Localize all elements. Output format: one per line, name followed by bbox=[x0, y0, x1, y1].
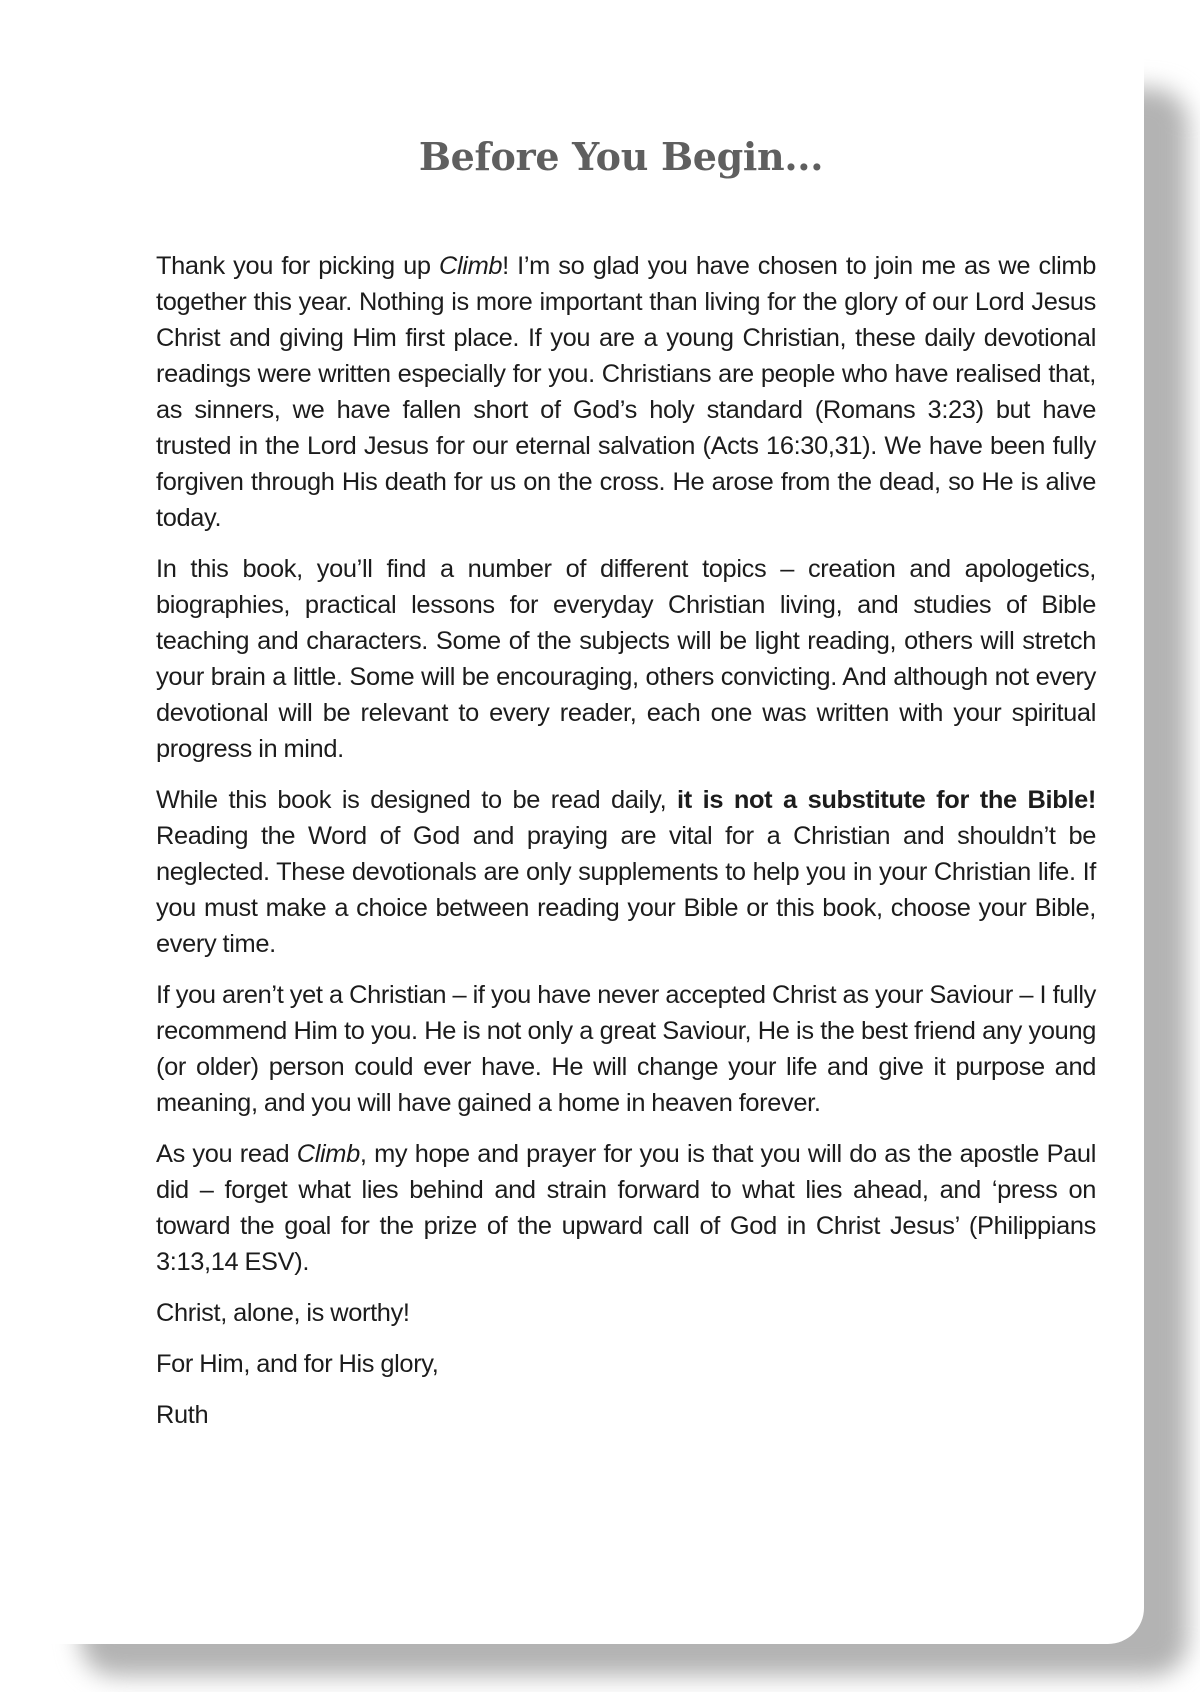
intro-text-start: Thank you for picking up bbox=[156, 252, 439, 280]
page-title: Before You Begin... bbox=[418, 134, 824, 179]
hope-text-rest: , my hope and prayer for you is that you will do as the apostle Paul did – forget what lies behind and strain forward to what lies ahead, and ‘press on toward the goal for the prize of the upward call of God in Christ Jesus’ (Philippians 3:13,14 ESV). bbox=[156, 1140, 1096, 1276]
book-title-italic-2: Climb bbox=[296, 1140, 360, 1168]
bible-note-rest: Reading the Word of God and praying are vital for a Christian and shouldn’t be neglected. These devotionals are only supplements to help you in your Christian life. If you must make a choice between reading your Bible or this book, choose your Bible, every time. bbox=[156, 822, 1096, 958]
bible-note-start: While this book is designed to be read daily, bbox=[156, 786, 678, 814]
page-body bbox=[156, 248, 1096, 1448]
closing-line-2: For Him, and for His glory, bbox=[156, 1350, 439, 1378]
paragraph-hope bbox=[156, 1136, 1096, 1280]
book-title-italic: Climb bbox=[439, 252, 503, 280]
intro-text-rest: ! I’m so glad you have chosen to join me as we climb together this year. Nothing is more important than living for the glory of our Lord Jesus Christ and giving Him first place. If you are a young Christian, these daily devotional readings were written especially for you. Christians are people who have realised that, as sinners, we have fallen short of God’s holy standard (Romans 3:23) but have trusted in the Lord Jesus for our eternal salvation (Acts 16:30,31). We have been fully forgiven through His death for us on the cross. He arose from the dead, so He is alive today. bbox=[156, 252, 1097, 532]
hope-text-start: As you read bbox=[156, 1140, 297, 1168]
signature: Ruth bbox=[156, 1401, 209, 1429]
paragraph-intro bbox=[156, 248, 1096, 536]
closing-line-1: Christ, alone, is worthy! bbox=[156, 1299, 410, 1327]
paragraph-invitation: If you aren’t yet a Christian – if you have never accepted Christ as your Saviour – I fully recommend Him to you. He is not only a great Saviour, He is the best friend any young (or older) person could ever have. He will change your life and give it purpose and meaning, and you will have gained a home in heaven forever. bbox=[156, 981, 1096, 1117]
paragraph-bible-note bbox=[156, 782, 1096, 962]
paragraph-topics: In this book, you’ll find a number of different topics – creation and apologetics, biographies, practical lessons for everyday Christian living, and studies of Bible teaching and characters. Some of the subjects will be light reading, others will stretch your brain a little. Some will be encouraging, others convicting. And although not every devotional will be relevant to every reader, each one was written with your spiritual progress in mind. bbox=[156, 555, 1096, 763]
bible-note-bold: it is not a substitute for the Bible! bbox=[677, 786, 1096, 814]
